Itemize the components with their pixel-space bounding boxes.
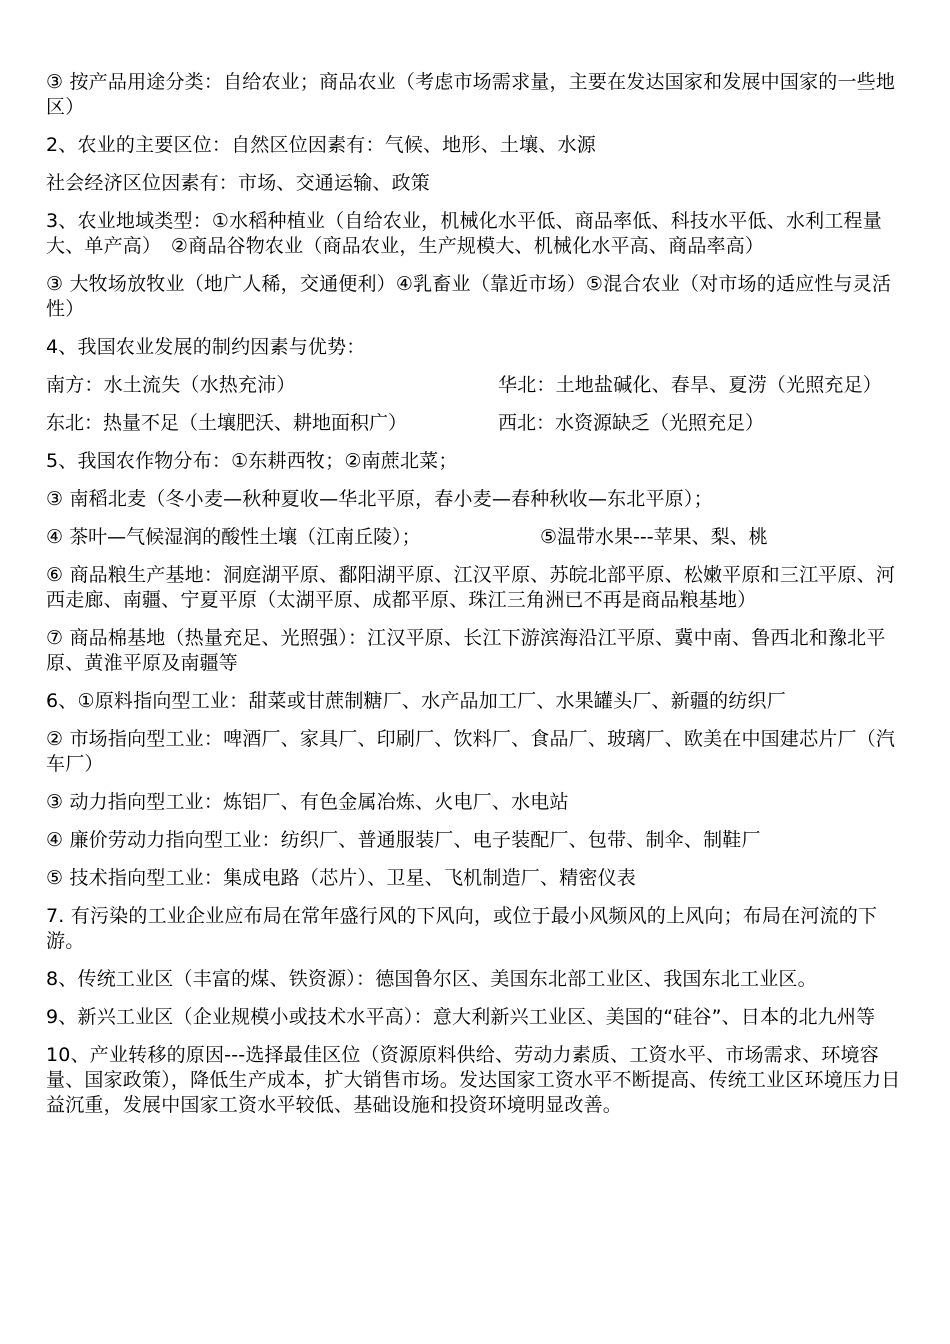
paragraph-constraints-heading: 4、我国农业发展的制约因素与优势： [46, 336, 366, 358]
northeast-text: 东北：热量不足（土壤肥沃、耕地面积广） [46, 412, 408, 434]
northwest-text: 西北：水资源缺乏（光照充足） [498, 412, 765, 434]
paragraph-raw-material-industry: 6、①原料指向型工业：甜菜或甘蔗制糖厂、水产品加工厂、水果罐头厂、新疆的纺织厂 [46, 690, 786, 712]
south-text: 南方：水土流失（水热充沛） [46, 374, 296, 396]
north-china-text: 华北：土地盐碱化、春旱、夏涝（光照充足） [498, 374, 883, 396]
paragraph-pollution-layout: 7. 有污染的工业企业应布局在常年盛行风的下风向，或位于最小风频风的上风向；布局在河流的下游。 [46, 905, 878, 952]
paragraph-crop-distribution: 5、我国农作物分布：①东耕西牧；②南蔗北菜； [46, 450, 458, 472]
paragraph-northeast-northwest [46, 411, 904, 436]
paragraph-traditional-industry: 8、传统工业区（丰富的煤、铁资源）：德国鲁尔区、美国东北部工业区、我国东北工业区。 [46, 968, 817, 990]
paragraph-cotton-bases: ⑦ 商品棉基地（热量充足、光照强）：江汉平原、长江下游滨海沿江平原、冀中南、鲁西北和豫北平原、黄淮平原及南疆等 [46, 627, 886, 674]
paragraph-labor-industry: ④ 廉价劳动力指向型工业：纺织厂、普通服装厂、电子装配厂、包带、制伞、制鞋厂 [46, 829, 761, 851]
fruit-text: ⑤温带水果---苹果、梨、桃 [540, 526, 768, 548]
paragraph-tea-fruit [46, 525, 904, 550]
paragraph-south-north [46, 373, 904, 398]
paragraph-tech-industry: ⑤ 技术指向型工业：集成电路（芯片）、卫星、飞机制造厂、精密仪表 [46, 867, 636, 889]
paragraph-rice-wheat: ③ 南稻北麦（冬小麦—秋种夏收—华北平原，春小麦—春种秋收—东北平原）； [46, 488, 713, 510]
paragraph-emerging-industry: 9、新兴工业区（企业规模小或技术水平高）：意大利新兴工业区、美国的“硅谷”、日本的北九州等 [46, 1006, 876, 1028]
paragraph-power-industry: ③ 动力指向型工业：炼铝厂、有色金属冶炼、火电厂、水电站 [46, 791, 569, 813]
paragraph-natural-factors: 2、农业的主要区位：自然区位因素有：气候、地形、土壤、水源 [46, 134, 596, 156]
tea-text: ④ 茶叶—气候湿润的酸性土壤（江南丘陵）； [46, 526, 421, 548]
paragraph-industry-transfer: 10、产业转移的原因---选择最佳区位（资源原料供给、劳动力素质、工资水平、市场需求、环境容量、国家政策），降低生产成本，扩大销售市场。发达国家工资水平不断提高、传统工业区环境压力日益沉重，发展中国家工资水平较低、基础设施和投资环境明显改善。 [46, 1044, 901, 1116]
paragraph-grain-bases: ⑥ 商品粮生产基地：洞庭湖平原、鄱阳湖平原、江汉平原、苏皖北部平原、松嫩平原和三江平原、河西走廊、南疆、宁夏平原（太湖平原、成都平原、珠江三角洲已不再是商品粮基地） [46, 564, 896, 611]
paragraph-market-industry: ② 市场指向型工业：啤酒厂、家具厂、印刷厂、饮料厂、食品厂、玻璃厂、欧美在中国建芯片厂（汽车厂） [46, 728, 896, 775]
paragraph-social-factors: 社会经济区位因素有：市场、交通运输、政策 [46, 172, 431, 194]
paragraph-agri-types-2: ③ 大牧场放牧业（地广人稀，交通便利）④乳畜业（靠近市场）⑤混合农业（对市场的适应性与灵活性） [46, 273, 892, 320]
paragraph-agri-types-1: 3、农业地域类型：①水稻种植业（自给农业，机械化水平低、商品率低、科技水平低、水利工程量大、单产高） ②商品谷物农业（商品农业，生产规模大、机械化水平高、商品率高） [46, 210, 882, 257]
paragraph-agriculture-use: ③ 按产品用途分类：自给农业；商品农业（考虑市场需求量，主要在发达国家和发展中国家的一些地区） [46, 71, 896, 118]
